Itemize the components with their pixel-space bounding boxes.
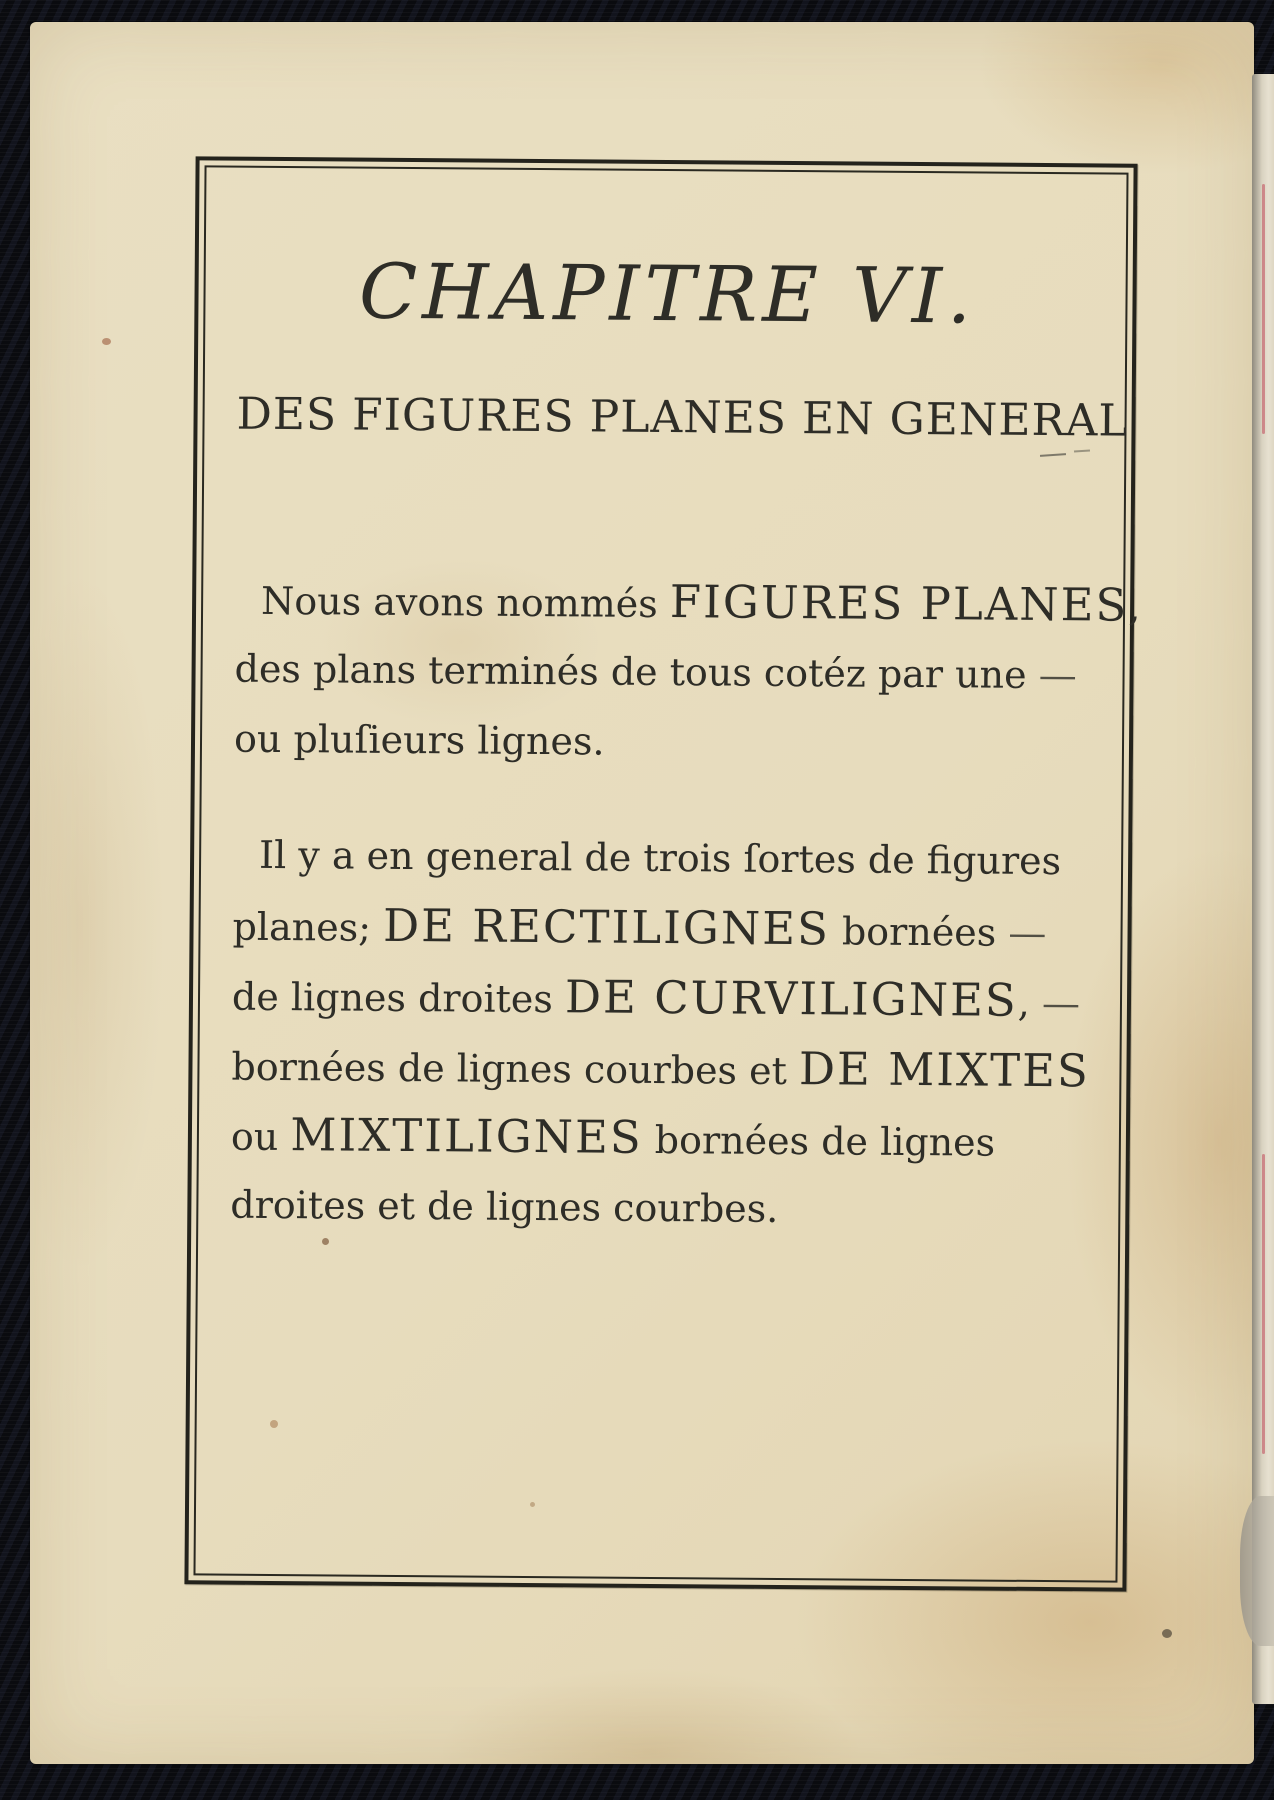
text-segment: ou <box>230 1114 291 1160</box>
text-segment: bornées <box>829 909 1009 955</box>
text-segment: des plans terminés de tous cotéz par une <box>234 646 1039 697</box>
text-segment: de lignes droites <box>231 974 566 1022</box>
text-segment: DE RECTILIGNES <box>382 898 831 956</box>
text-segment: DE MIXTES <box>798 1042 1090 1098</box>
text-segment: — <box>1041 980 1079 1026</box>
text-segment: bornées de lignes courbes et <box>231 1044 800 1094</box>
decorative-frame <box>184 156 1141 1591</box>
text-segment: — <box>1038 652 1075 698</box>
text-line <box>231 1100 1102 1177</box>
text-segment: , <box>1017 980 1043 1025</box>
text-segment: Il y a en general de trois ſortes de figures <box>258 832 1062 884</box>
frame-inner-rule <box>193 165 1141 1582</box>
paragraph <box>233 564 1141 781</box>
next-page-corner <box>1240 1496 1274 1646</box>
chapter-title: CHAPITRE VI. <box>358 246 977 341</box>
text-line <box>230 1170 1101 1247</box>
text-line <box>235 564 1141 641</box>
book-page <box>30 22 1254 1764</box>
text-segment: bornées de lignes <box>642 1117 996 1165</box>
text-segment: planes; <box>232 904 384 950</box>
text-segment: droites et de lignes courbes. <box>230 1182 779 1231</box>
paragraph <box>230 820 1103 1247</box>
next-page-frame-mark <box>1262 1154 1265 1454</box>
text-segment: — <box>1008 910 1045 956</box>
paper-stain <box>102 338 111 345</box>
text-segment: DE CURVILIGNES <box>564 970 1018 1027</box>
text-line <box>234 704 1105 781</box>
body-text <box>230 564 1141 1247</box>
text-segment: , <box>1128 585 1141 630</box>
text-line <box>232 960 1103 1037</box>
next-page-frame-mark <box>1262 184 1265 434</box>
next-page-edge <box>1252 74 1274 1704</box>
text-line <box>231 1030 1102 1107</box>
text-segment: MIXTILIGNES <box>290 1108 643 1164</box>
text-line <box>232 890 1103 967</box>
chapter-subtitle: DES FIGURES PLANES EN GENERAL <box>236 388 1129 447</box>
paper-stain <box>1162 1629 1172 1638</box>
text-segment: FIGURES PLANES <box>669 575 1129 632</box>
text-line <box>233 820 1104 897</box>
text-segment: ou pluſieurs lignes. <box>233 716 605 764</box>
text-segment: Nous avons nommés <box>260 578 671 627</box>
text-line <box>234 634 1105 711</box>
